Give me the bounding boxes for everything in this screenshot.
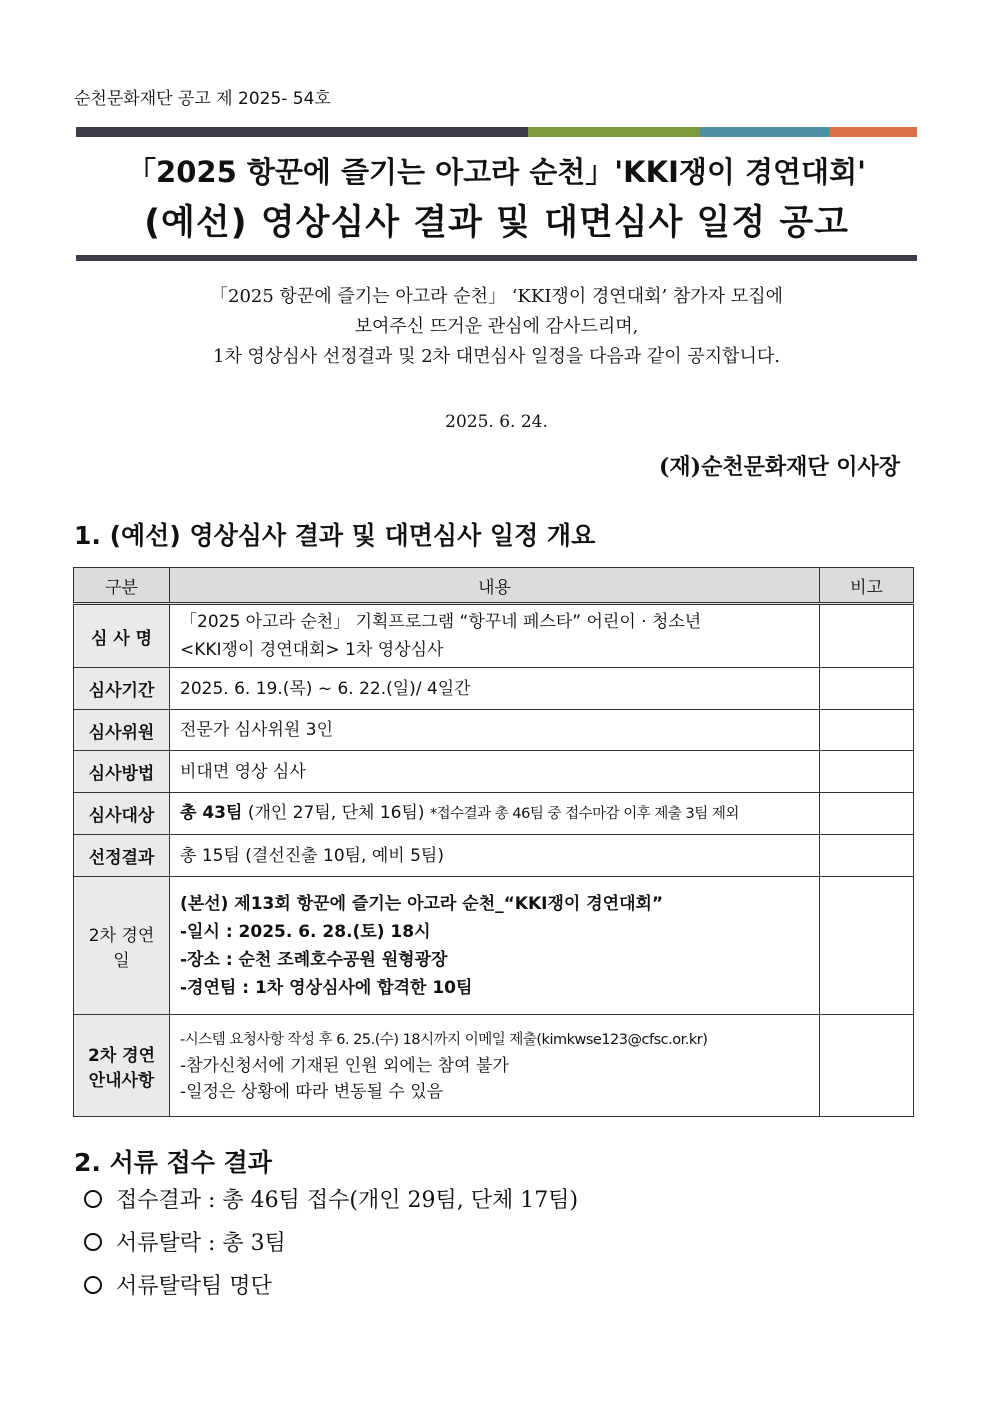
content-line: -참가신청서에 기재된 인원 외에는 참여 불가: [180, 1055, 509, 1076]
remarks-cell: [820, 877, 914, 1015]
row-content: 총 15팀 (결선진출 10팀, 예비 5팀): [170, 835, 820, 877]
row-label: 심 사 명: [74, 604, 170, 668]
table-row: [74, 1015, 914, 1117]
content-line: -시스템 요청사항 작성 후 6. 25.(수) 18시까지 이메일 제출(kimkwse123@cfsc.or.kr): [180, 1031, 708, 1048]
list-item-text: 서류탈락 : 총 3팀: [116, 1231, 286, 1256]
row-label: 선정결과: [74, 835, 170, 877]
target-total: 총 43팀: [180, 803, 243, 823]
row-content: [170, 793, 820, 835]
intro-line: 「2025 항꾼에 즐기는 아고라 순천」 ‘KKI쟁이 경연대회’ 참가자 모집에: [210, 286, 783, 307]
content-line: -경연팀 : 1차 영상심사에 합격한 10팀: [180, 977, 473, 998]
table-row: [74, 604, 914, 668]
list-item-text: 접수결과 : 총 46팀 접수(개인 29팀, 단체 17팀): [116, 1188, 579, 1213]
content-line: <KKI쟁이 경연대회> 1차 영상심사: [180, 640, 444, 660]
row-content: [170, 604, 820, 668]
submission-results-list: [84, 1184, 578, 1313]
intro-line: 보여주신 뜨거운 관심에 감사드리며,: [354, 316, 639, 337]
row-label: 심사방법: [74, 751, 170, 793]
column-header: 비고: [820, 568, 914, 604]
section2-heading: 2. 서류 접수 결과: [74, 1148, 272, 1177]
remarks-cell: [820, 710, 914, 751]
remarks-cell: [820, 1015, 914, 1117]
notice-date: 2025. 6. 24.: [445, 412, 548, 432]
list-item-text: 서류탈락팀 명단: [116, 1274, 272, 1299]
bar-segment: [700, 127, 829, 137]
content-line: -일정은 상황에 따라 변동될 수 있음: [180, 1081, 444, 1102]
label-line: 2차 경연: [87, 1045, 155, 1066]
column-header: 구분: [74, 568, 170, 604]
table-row: [74, 668, 914, 710]
content-line: -장소 : 순천 조례호수공원 원형광장: [180, 949, 448, 970]
label-line: 안내사항: [88, 1070, 155, 1091]
overview-table: [73, 567, 914, 1117]
row-label: [74, 1015, 170, 1117]
table-row: [74, 835, 914, 877]
content-line: (본선) 제13회 항꾼에 즐기는 아고라 순천_“KKI쟁이 경연대회”: [180, 893, 664, 914]
content-line: 「2025 아고라 순천」 기획프로그램 “항꾸네 페스타” 어린이 · 청소년: [180, 612, 702, 632]
table-row: [74, 751, 914, 793]
remarks-cell: [820, 793, 914, 835]
content-line: -일시 : 2025. 6. 28.(토) 18시: [180, 921, 431, 942]
bar-segment: [528, 127, 700, 137]
section1-heading: 1. (예선) 영상심사 결과 및 대면심사 일정 개요: [74, 521, 596, 550]
row-label: 심사대상: [74, 793, 170, 835]
row-label: 심사위원: [74, 710, 170, 751]
target-note: *접수결과 총 46팀 중 접수마감 이후 제출 3팀 제외: [429, 806, 739, 822]
title-underline: [76, 255, 917, 261]
list-item: [84, 1184, 578, 1227]
remarks-cell: [820, 751, 914, 793]
target-breakdown: (개인 27팀, 단체 16팀): [242, 803, 430, 823]
page-title-line2: (예선) 영상심사 결과 및 대면심사 일정 공고: [144, 203, 849, 243]
page-title-line1: 「2025 항꾼에 즐기는 아고라 순천」'KKI쟁이 경연대회': [127, 155, 866, 189]
remarks-cell: [820, 604, 914, 668]
intro-line: 1차 영상심사 선정결과 및 2차 대면심사 일정을 다음과 같이 공지합니다.: [213, 346, 780, 367]
row-content: [170, 1015, 820, 1117]
signer: (재)순천문화재단 이사장: [659, 454, 900, 480]
list-item: [84, 1227, 578, 1270]
row-content: 전문가 심사위원 3인: [170, 710, 820, 751]
header-color-bar: [76, 127, 917, 137]
table-row: [74, 877, 914, 1015]
bar-segment: [829, 127, 917, 137]
table-header-row: [74, 568, 914, 604]
row-label: 2차 경연일: [74, 877, 170, 1015]
notice-number: 순천문화재단 공고 제 2025- 54호: [74, 89, 331, 109]
bar-segment: [76, 127, 528, 137]
row-content: 2025. 6. 19.(목) ~ 6. 22.(일)/ 4일간: [170, 668, 820, 710]
remarks-cell: [820, 835, 914, 877]
intro-text: [76, 282, 917, 372]
row-content: 비대면 영상 심사: [170, 751, 820, 793]
circle-bullet-icon: [84, 1276, 102, 1294]
table-row: [74, 793, 914, 835]
list-item: [84, 1270, 578, 1313]
row-content: [170, 877, 820, 1015]
remarks-cell: [820, 668, 914, 710]
table-row: [74, 710, 914, 751]
circle-bullet-icon: [84, 1233, 102, 1251]
circle-bullet-icon: [84, 1190, 102, 1208]
row-label: 심사기간: [74, 668, 170, 710]
column-header: 내용: [170, 568, 820, 604]
